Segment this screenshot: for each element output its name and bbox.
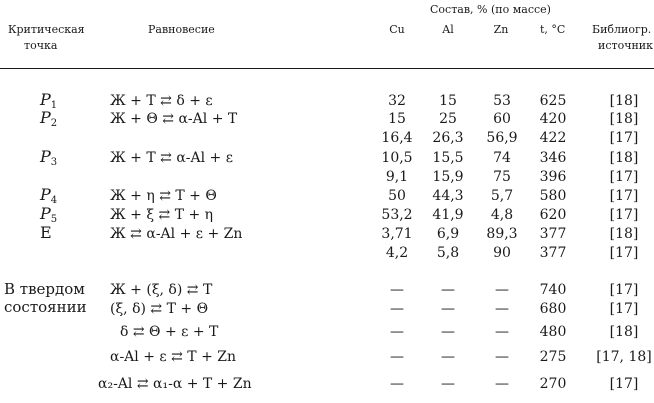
zn-cell: — (495, 376, 509, 392)
temp-cell: 580 (539, 188, 567, 204)
header-al: Al (442, 23, 454, 36)
source-cell: [18] (609, 150, 639, 166)
cu-cell: 3,71 (381, 226, 413, 242)
source-cell: [17] (609, 245, 639, 261)
source-cell: [18] (609, 111, 639, 127)
critical-point-letter: P (40, 108, 51, 127)
header-temp: t, °C (540, 23, 566, 36)
temp-cell: 346 (539, 150, 567, 166)
source-cell: [17] (609, 282, 639, 298)
header-point-line1: Критическая (8, 23, 85, 36)
header-cu: Cu (389, 23, 405, 36)
zn-cell: — (495, 324, 509, 340)
al-cell: 44,3 (432, 188, 464, 204)
zn-cell: 60 (493, 111, 511, 127)
solid-equilibrium-cell: Ж + (ξ, δ) ⇄ T (110, 282, 213, 298)
equilibrium-cell: Ж + T ⇄ δ + ε (110, 93, 213, 109)
header-equilibrium: Равновесие (148, 23, 215, 36)
solid-equilibrium-cell: (ξ, δ) ⇄ T + Θ (110, 301, 209, 317)
al-cell: 26,3 (432, 130, 464, 146)
section-label-line2: состоянии (4, 298, 87, 316)
zn-cell: 74 (493, 150, 511, 166)
header-source-line1: Библиогр. (592, 23, 652, 36)
al-cell: — (441, 301, 455, 317)
cu-cell: — (390, 349, 404, 365)
zn-cell: 75 (493, 169, 511, 185)
temp-cell: 270 (539, 376, 567, 392)
header-zn: Zn (493, 23, 509, 36)
temp-cell: 275 (539, 349, 567, 365)
equilibrium-cell: Ж + ξ ⇄ T + η (110, 207, 214, 223)
cu-cell: — (390, 324, 404, 340)
equilibrium-cell: Ж + Θ ⇄ α-Al + T (110, 111, 238, 127)
zn-cell: — (495, 349, 509, 365)
temp-cell: 377 (539, 226, 567, 242)
temp-cell: 625 (539, 93, 567, 109)
critical-point (40, 110, 57, 129)
cu-cell: 15 (388, 111, 406, 127)
header-rule (0, 68, 654, 69)
temp-cell: 620 (539, 207, 567, 223)
source-cell: [17] (609, 169, 639, 185)
zn-cell: 5,7 (490, 188, 514, 204)
al-cell: 25 (439, 111, 457, 127)
cu-cell: 53,2 (381, 207, 413, 223)
zn-cell: — (495, 282, 509, 298)
temp-cell: 420 (539, 111, 567, 127)
cu-cell: — (390, 376, 404, 392)
cu-cell: 9,1 (385, 169, 409, 185)
temp-cell: 377 (539, 245, 567, 261)
source-cell: [17] (609, 207, 639, 223)
critical-point-letter: P (40, 147, 51, 166)
equilibrium-cell: Ж + η ⇄ T + Θ (110, 188, 217, 204)
source-cell: [17, 18] (596, 349, 652, 365)
equilibrium-cell: Ж + T ⇄ α-Al + ε (110, 150, 233, 166)
source-cell: [18] (609, 226, 639, 242)
critical-point-index: 2 (50, 118, 58, 129)
al-cell: 15,5 (432, 150, 464, 166)
cu-cell: 4,2 (385, 245, 409, 261)
source-cell: [17] (609, 376, 639, 392)
solid-equilibrium-cell: α-Al + ε ⇄ T + Zn (110, 349, 236, 365)
header-point-line2: точка (24, 39, 58, 52)
al-cell: — (441, 376, 455, 392)
al-cell: 15,9 (432, 169, 464, 185)
al-cell: — (441, 324, 455, 340)
al-cell: — (441, 349, 455, 365)
critical-point-index: 5 (50, 214, 58, 225)
temp-cell: 396 (539, 169, 567, 185)
zn-cell: 90 (493, 245, 511, 261)
critical-point (40, 225, 52, 241)
cu-cell: 10,5 (381, 150, 413, 166)
cu-cell: 16,4 (381, 130, 413, 146)
al-cell: — (441, 282, 455, 298)
zn-cell: 4,8 (490, 207, 514, 223)
temp-cell: 740 (539, 282, 567, 298)
cu-cell: — (390, 301, 404, 317)
critical-point-index: 4 (50, 195, 58, 206)
al-cell: 6,9 (436, 226, 460, 242)
critical-point-letter: E (40, 223, 52, 242)
temp-cell: 680 (539, 301, 567, 317)
zn-cell: 53 (493, 93, 511, 109)
al-cell: 41,9 (432, 207, 464, 223)
zn-cell: 56,9 (486, 130, 518, 146)
solid-equilibrium-cell: δ ⇄ Θ + ε + T (120, 324, 219, 340)
cu-cell: 50 (388, 188, 406, 204)
temp-cell: 422 (539, 130, 567, 146)
zn-cell: — (495, 301, 509, 317)
critical-point-letter: P (40, 185, 51, 204)
header-source-line2: источник (598, 39, 654, 52)
equilibrium-cell: Ж ⇄ α-Al + ε + Zn (110, 226, 243, 242)
source-cell: [18] (609, 324, 639, 340)
cu-cell: — (390, 282, 404, 298)
al-cell: 15 (439, 93, 457, 109)
critical-point-letter: P (40, 90, 51, 109)
cu-cell: 32 (388, 93, 406, 109)
source-cell: [18] (609, 93, 639, 109)
source-cell: [17] (609, 188, 639, 204)
source-cell: [17] (609, 301, 639, 317)
section-label-line1: В твердом (4, 280, 85, 298)
critical-point-index: 1 (50, 100, 58, 111)
solid-equilibrium-cell: α₂-Al ⇄ α₁-α + T + Zn (98, 376, 252, 392)
al-cell: 5,8 (436, 245, 460, 261)
composition-title: Состав, % (по массе) (430, 3, 551, 16)
zn-cell: 89,3 (486, 226, 518, 242)
source-cell: [17] (609, 130, 639, 146)
temp-cell: 480 (539, 324, 567, 340)
critical-point-index: 3 (50, 157, 58, 168)
critical-point (40, 149, 57, 168)
critical-point-letter: P (40, 204, 51, 223)
